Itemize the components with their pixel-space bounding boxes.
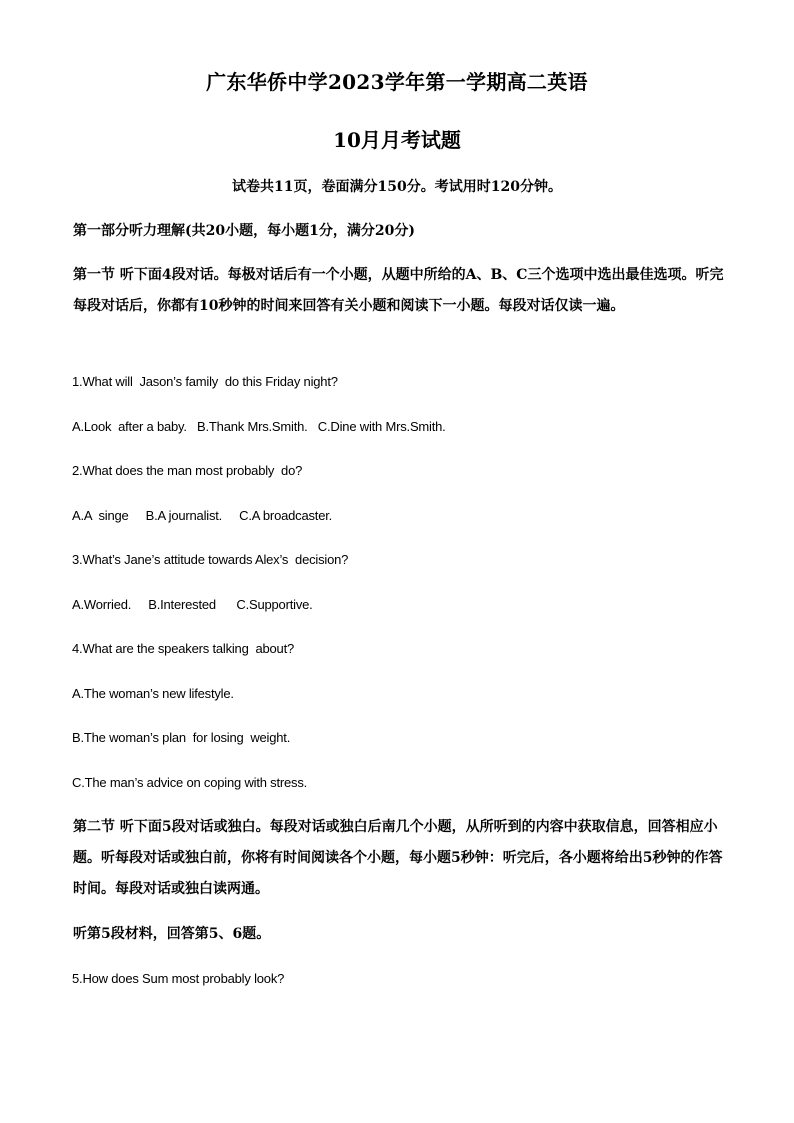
exam-title: 广东华侨中学2023学年第一学期高二英语 <box>206 70 588 94</box>
question-4-option-c: C.The man’s advice on coping with stress. <box>72 775 308 790</box>
question-4-option-a: A.The woman’s new lifestyle. <box>72 686 234 701</box>
question-3: 3.What’s Jane’s attitude towards Alex’s decision? <box>72 552 349 567</box>
section2-instructions: 第二节 听下面5段对话或独白。每段对话或独白后南几个小题，从所听到的内容中获取信息，回答相应小题。听每段对话或独白前，你将有时间阅读各个小题，每小题5秒钟：听完后，各小题将给出5秒钟的作答时间。每段对话或独白读两通。 <box>73 819 723 897</box>
question-5: 5.How does Sum most probably look? <box>72 971 285 986</box>
passage5-heading: 听第5段材料，回答第5、6题。 <box>73 926 271 942</box>
exam-subtitle: 10月月考试题 <box>333 128 461 152</box>
question-2: 2.What does the man most probably do? <box>72 463 303 478</box>
question-4: 4.What are the speakers talking about? <box>72 641 295 656</box>
question-3-options: A.Worried. B.Interested C.Supportive. <box>72 597 313 612</box>
part1-heading: 第一部分听力理解(共20小题，每小题1分，满分20分) <box>73 223 415 239</box>
question-1: 1.What will Jason’s family do this Friday night? <box>72 374 338 389</box>
question-1-options: A.Look after a baby. B.Thank Mrs.Smith. C.Dine with Mrs.Smith. <box>72 419 446 434</box>
exam-info: 试卷共11页，卷面满分150分。考试用时120分钟。 <box>232 179 562 195</box>
question-2-options: A.A singe B.A journalist. C.A broadcaster. <box>72 508 333 523</box>
section1-instructions: 第一节 听下面4段对话。每极对话后有一个小题，从题中所给的A、B、C三个选项中选出最佳选项。听完每段对话后，你都有10秒钟的时间来回答有关小题和阅读下一小题。每段对话仅读一遍。 <box>73 267 724 314</box>
question-4-option-b: B.The woman’s plan for losing weight. <box>72 730 291 745</box>
